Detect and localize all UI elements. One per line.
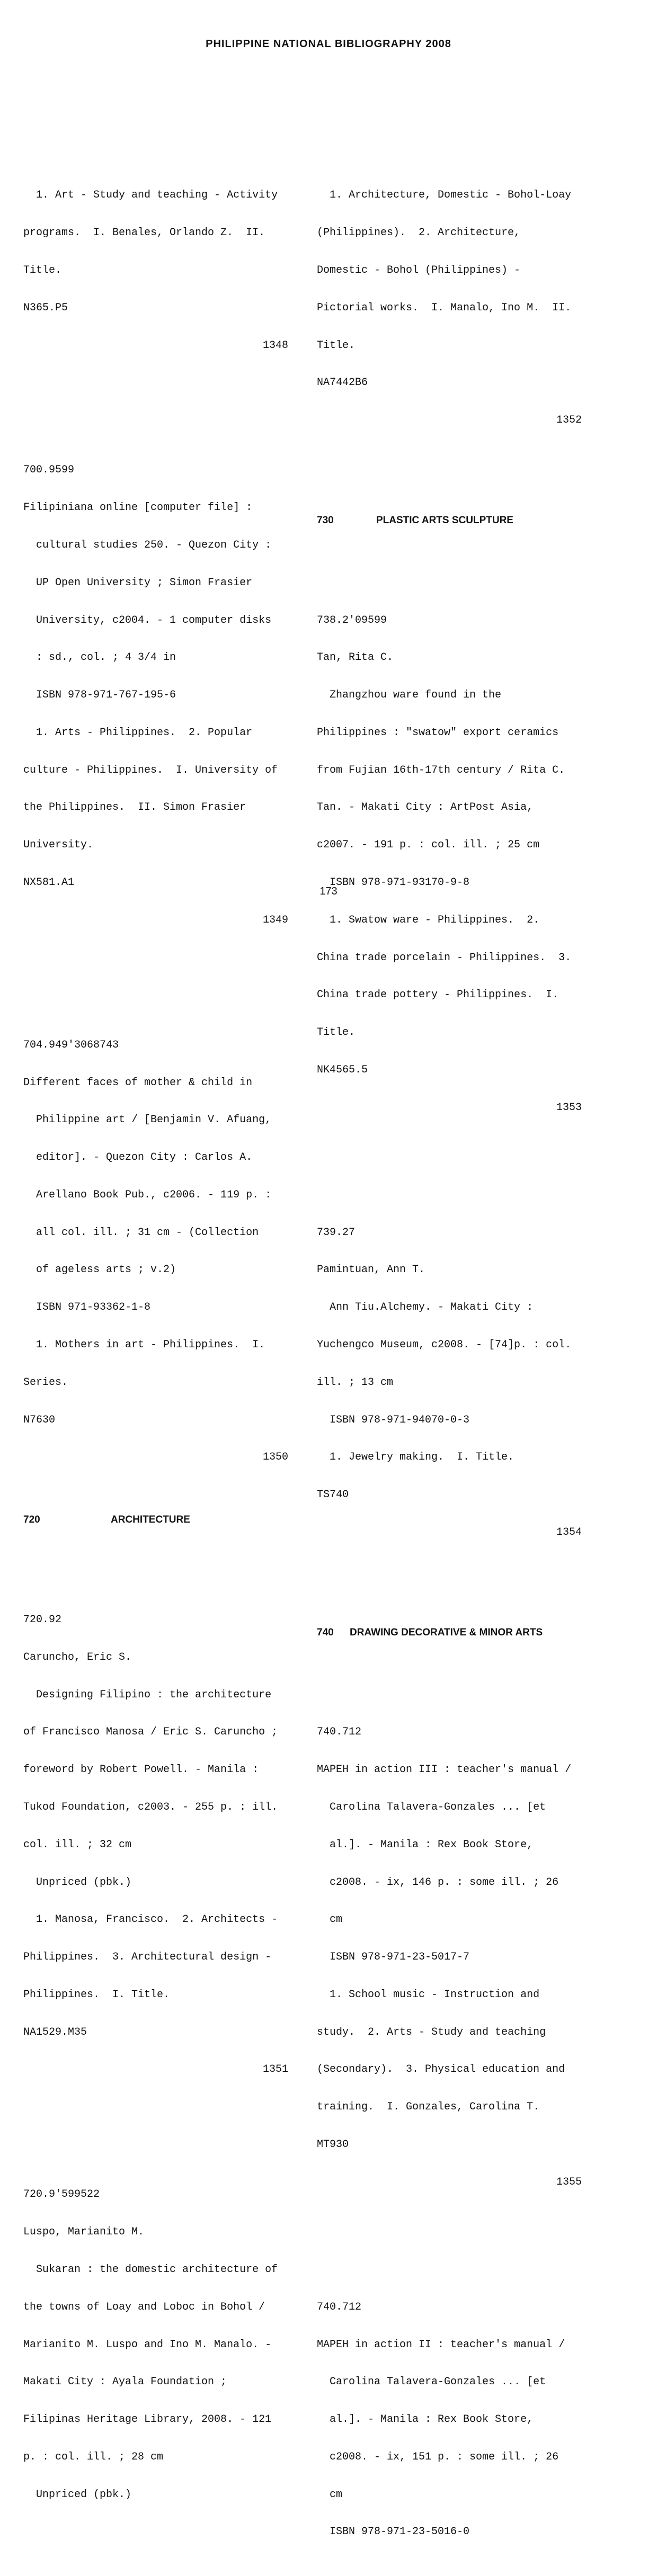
entry-line: 738.2'09599 xyxy=(317,614,387,627)
entry-number: 1348 xyxy=(262,339,288,352)
entry-line: 700.9599 xyxy=(23,464,75,477)
entry-line: : sd., col. ; 4 3/4 in xyxy=(23,651,176,664)
entry-line: training. I. Gonzales, Carolina T. xyxy=(317,2101,540,2114)
section-code: 740 xyxy=(317,1626,334,1638)
entry-line: 740.712 xyxy=(317,2301,362,2313)
entry-line: all col. ill. ; 31 cm - (Collection xyxy=(23,1226,259,1239)
entry-line: Yuchengco Museum, c2008. - [74]p. : col. xyxy=(317,1339,572,1351)
entry-line: Makati City : Ayala Foundation ; xyxy=(23,2376,227,2389)
left-column xyxy=(23,139,289,2538)
entry-line: editor]. - Quezon City : Carlos A. xyxy=(23,1151,253,1164)
section-heading-730 xyxy=(317,514,583,527)
entry-line: NK4565.5 xyxy=(317,1063,368,1076)
entry-line: al.]. - Manila : Rex Book Store, xyxy=(317,1838,534,1851)
entry-line: ill. ; 13 cm xyxy=(317,1376,394,1389)
entry-line: culture - Philippines. I. University of xyxy=(23,764,278,776)
entry-line: University, c2004. - 1 computer disks xyxy=(23,614,272,627)
entry-line: from Fujian 16th-17th century / Rita C. xyxy=(317,764,565,776)
spacer xyxy=(23,2126,289,2139)
entry-number: 1352 xyxy=(556,414,582,427)
entry-number: 1354 xyxy=(556,1526,582,1539)
entry-line: Tan. - Makati City : ArtPost Asia, xyxy=(317,801,534,814)
entry-line: the towns of Loay and Loboc in Bohol / xyxy=(23,2301,265,2313)
entry-line: 1. Mothers in art - Philippines. I. xyxy=(23,1339,265,1351)
spacer xyxy=(23,401,289,414)
entry-line: cm xyxy=(317,2488,343,2501)
section-heading-720 xyxy=(23,1514,289,1526)
entry-line: Unpriced (pbk.) xyxy=(23,2488,132,2501)
spacer xyxy=(317,1589,583,1602)
entry-number: 1350 xyxy=(262,1451,288,1464)
entry-line: 1. Jewelry making. I. Title. xyxy=(317,1451,514,1464)
entry-1352-continued xyxy=(317,164,583,452)
entry-line: 1. Swatow ware - Philippines. 2. xyxy=(317,914,540,926)
entry-line: Carolina Talavera-Gonzales ... [et xyxy=(317,1801,546,1813)
spacer xyxy=(317,477,583,489)
spacer xyxy=(317,1663,583,1676)
page-title: PHILIPPINE NATIONAL BIBLIOGRAPHY 2008 xyxy=(206,38,451,50)
entry-line: Pamintuan, Ann T. xyxy=(317,1264,425,1276)
entry-line: Domestic - Bohol (Philippines) - xyxy=(317,264,521,276)
entry-line: of Francisco Manosa / Eric S. Caruncho ; xyxy=(23,1726,278,1739)
entry-line: Marianito M. Luspo and Ino M. Manalo. - xyxy=(23,2338,272,2351)
entry-line: 1. Art - Study and teaching - Activity xyxy=(23,189,278,202)
entry-line: 1. School music - Instruction and xyxy=(317,1988,540,2001)
section-heading-740 xyxy=(317,1626,583,1639)
entry-line: Tukod Foundation, c2003. - 255 p. : ill. xyxy=(23,1801,278,1813)
entry-line: programs. I. Benales, Orlando Z. II. xyxy=(23,227,265,239)
right-column xyxy=(317,139,583,2576)
entry-line: the Philippines. II. Simon Frasier xyxy=(23,801,246,814)
entry-line: 720.92 xyxy=(23,1614,62,1626)
entry-number: 1353 xyxy=(556,1101,582,1114)
entry-line: Ann Tiu.Alchemy. - Makati City : xyxy=(317,1301,534,1314)
entry-number: 1351 xyxy=(262,2063,288,2076)
entry-line: 1. Arts - Philippines. 2. Popular xyxy=(23,726,253,739)
entry-line: (Philippines). 2. Architecture, xyxy=(317,227,521,239)
entry-line: 704.949'3068743 xyxy=(23,1039,119,1051)
entry-line: ISBN 971-93362-1-8 xyxy=(23,1301,151,1314)
spacer xyxy=(317,1164,583,1177)
entry-1349 xyxy=(23,439,289,951)
entry-line: Title. xyxy=(23,264,62,276)
entry-line: NA7442B6 xyxy=(317,377,368,389)
entry-line: Filipinas Heritage Library, 2008. - 121 xyxy=(23,2413,272,2426)
entry-line: of ageless arts ; v.2) xyxy=(23,1264,176,1276)
entry-line: Philippines. I. Title. xyxy=(23,1988,170,2001)
entry-line: Different faces of mother & child in xyxy=(23,1076,253,1089)
section-code: 730 xyxy=(317,514,334,526)
entry-line: 740.712 xyxy=(317,1726,362,1739)
entry-line: NX581.A1 xyxy=(23,876,75,889)
entry-line: Series. xyxy=(23,1376,68,1389)
entry-line: Pictorial works. I. Manalo, Ino M. II. xyxy=(317,301,572,314)
entry-line: Philippines. 3. Architectural design - xyxy=(23,1951,272,1964)
spacer xyxy=(317,552,583,565)
entry-line: MAPEH in action II : teacher's manual / xyxy=(317,2338,565,2351)
entry-line: Zhangzhou ware found in the xyxy=(317,689,502,702)
entry-line: 720.9'599522 xyxy=(23,2188,100,2201)
entry-line: ISBN 978-971-767-195-6 xyxy=(23,689,176,702)
entry-line: Title. xyxy=(317,339,356,352)
entry-line: ISBN 978-971-93170-9-8 xyxy=(317,876,470,889)
entry-line: Luspo, Marianito M. xyxy=(23,2226,145,2239)
entry-line: Sukaran : the domestic architecture of xyxy=(23,2263,278,2276)
entry-line: NA1529.M35 xyxy=(23,2026,87,2038)
entry-line: ISBN 978-971-23-5017-7 xyxy=(317,1951,470,1964)
entry-line: Caruncho, Eric S. xyxy=(23,1651,132,1663)
section-code: 720 xyxy=(23,1514,40,1526)
spacer xyxy=(317,2239,583,2251)
entry-line: University. xyxy=(23,839,94,852)
entry-1356-start xyxy=(317,2276,583,2564)
entry-line: Philippines : "swatow" export ceramics xyxy=(317,726,559,739)
entry-line: N365.P5 xyxy=(23,301,68,314)
entry-line: col. ill. ; 32 cm xyxy=(23,1838,132,1851)
entry-line: c2008. - ix, 151 p. : some ill. ; 26 xyxy=(317,2450,559,2463)
entry-line: 739.27 xyxy=(317,1226,356,1239)
entry-line: ISBN 978-971-94070-0-3 xyxy=(317,1414,470,1426)
entry-line: al.]. - Manila : Rex Book Store, xyxy=(317,2413,534,2426)
entry-line: MT930 xyxy=(317,2139,349,2151)
entry-line: (Secondary). 3. Physical education and xyxy=(317,2063,565,2076)
entry-line: UP Open University ; Simon Frasier xyxy=(23,576,253,589)
entry-line: foreword by Robert Powell. - Manila : xyxy=(23,1764,259,1776)
entry-line: China trade porcelain - Philippines. 3. xyxy=(317,951,572,964)
entry-line: China trade pottery - Philippines. I. xyxy=(317,989,559,1001)
entry-line: Filipiniana online [computer file] : xyxy=(23,502,253,514)
entry-line: TS740 xyxy=(317,1489,349,1501)
entry-1354 xyxy=(317,1201,583,1563)
entry-line: cultural studies 250. - Quezon City : xyxy=(23,539,272,551)
entry-line: c2007. - 191 p. : col. ill. ; 25 cm xyxy=(317,839,540,852)
entry-1352-start xyxy=(23,2163,289,2526)
entry-line: Arellano Book Pub., c2006. - 119 p. : xyxy=(23,1188,272,1201)
entry-1353 xyxy=(317,589,583,1139)
entry-line: Philippine art / [Benjamin V. Afuang, xyxy=(23,1114,272,1126)
entry-1351 xyxy=(23,1589,289,2101)
spacer xyxy=(23,1551,289,1564)
entry-line: N7630 xyxy=(23,1414,56,1426)
entry-line: Designing Filipino : the architecture xyxy=(23,1688,272,1701)
section-title: DRAWING DECORATIVE & MINOR ARTS xyxy=(350,1626,543,1638)
entry-line: 1. Manosa, Francisco. 2. Architects - xyxy=(23,1913,278,1926)
entry-line: MAPEH in action III : teacher's manual / xyxy=(317,1764,572,1776)
spacer xyxy=(23,977,289,989)
entry-1348 xyxy=(23,164,289,377)
section-title: PLASTIC ARTS SCULPTURE xyxy=(376,514,513,526)
entry-line: study. 2. Arts - Study and teaching xyxy=(317,2026,546,2038)
entry-1350 xyxy=(23,1014,289,1489)
section-title: ARCHITECTURE xyxy=(111,1514,190,1526)
entry-line: Tan, Rita C. xyxy=(317,651,394,664)
page-number: 173 xyxy=(319,885,338,897)
entry-line: 1. Architecture, Domestic - Bohol-Loay xyxy=(317,189,572,202)
entry-1355 xyxy=(317,1701,583,2213)
entry-line: Unpriced (pbk.) xyxy=(23,1876,132,1889)
entry-number: 1349 xyxy=(262,914,288,926)
entry-line: Carolina Talavera-Gonzales ... [et xyxy=(317,2376,546,2389)
entry-line: Title. xyxy=(317,1026,356,1039)
entry-line: p. : col. ill. ; 28 cm xyxy=(23,2450,164,2463)
entry-line: cm xyxy=(317,1913,343,1926)
entry-number: 1355 xyxy=(556,2176,582,2188)
entry-line: c2008. - ix, 146 p. : some ill. ; 26 xyxy=(317,1876,559,1889)
entry-line: ISBN 978-971-23-5016-0 xyxy=(317,2526,470,2538)
